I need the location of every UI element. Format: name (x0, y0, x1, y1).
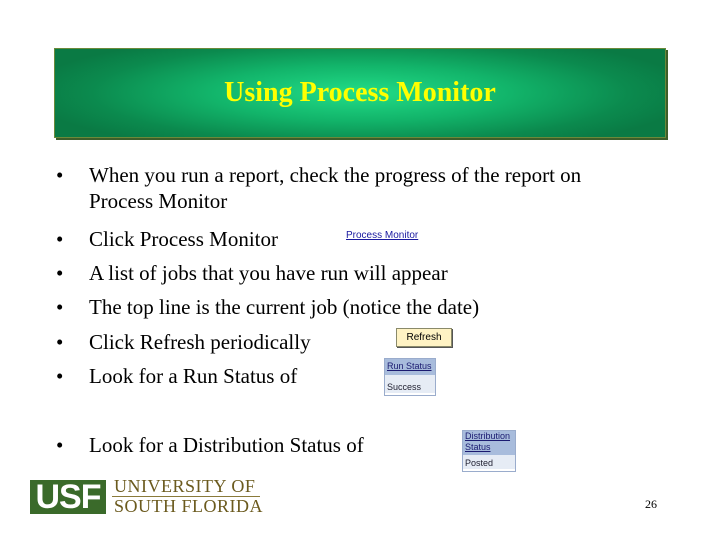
refresh-button[interactable]: Refresh (396, 328, 452, 347)
bullet-dot: • (56, 364, 64, 388)
usf-logo: USF (30, 480, 106, 514)
bullet-dot: • (56, 433, 64, 457)
distribution-status-header[interactable] (463, 431, 515, 455)
bullet-text: Click Process Monitor (89, 227, 278, 251)
bullet-dot: • (56, 261, 64, 285)
usf-logo-line2: SOUTH FLORIDA (114, 496, 264, 516)
bullet-item (56, 294, 676, 320)
bullet-dot: • (56, 163, 64, 187)
usf-logo-line1: UNIVERSITY OF (114, 476, 256, 496)
run-status-cell (384, 358, 436, 396)
bullet-text: Click Refresh periodically (89, 330, 311, 354)
page-number: 26 (645, 497, 657, 511)
run-status-header[interactable]: Run Status (385, 359, 435, 375)
bullet-dot: • (56, 295, 64, 319)
bullet-text-continued: Process Monitor (89, 189, 228, 213)
process-monitor-link[interactable]: Process Monitor (346, 230, 419, 241)
bullet-dot: • (56, 227, 64, 251)
distribution-status-cell (462, 430, 516, 472)
slide-title: Using Process Monitor (224, 77, 496, 108)
bullet-item (56, 363, 676, 389)
run-status-value: Success (385, 375, 435, 393)
distribution-status-value: Posted (463, 455, 515, 469)
bullet-item (56, 432, 676, 458)
bullet-item (56, 329, 676, 355)
bullet-text: A list of jobs that you have run will appear (89, 261, 448, 285)
bullet-text: When you run a report, check the progress of the report on (89, 163, 582, 187)
bullet-item (56, 162, 676, 214)
bullet-text: Look for a Distribution Status of (89, 433, 364, 457)
distribution-status-header-line2: Status (465, 442, 491, 452)
bullet-text: Look for a Run Status of (89, 364, 298, 388)
distribution-status-header-line1: Distribution (465, 431, 511, 441)
bullet-text: The top line is the current job (notice the date) (89, 295, 480, 319)
bullet-item (56, 260, 676, 286)
title-banner (54, 48, 666, 138)
bullet-dot: • (56, 330, 64, 354)
